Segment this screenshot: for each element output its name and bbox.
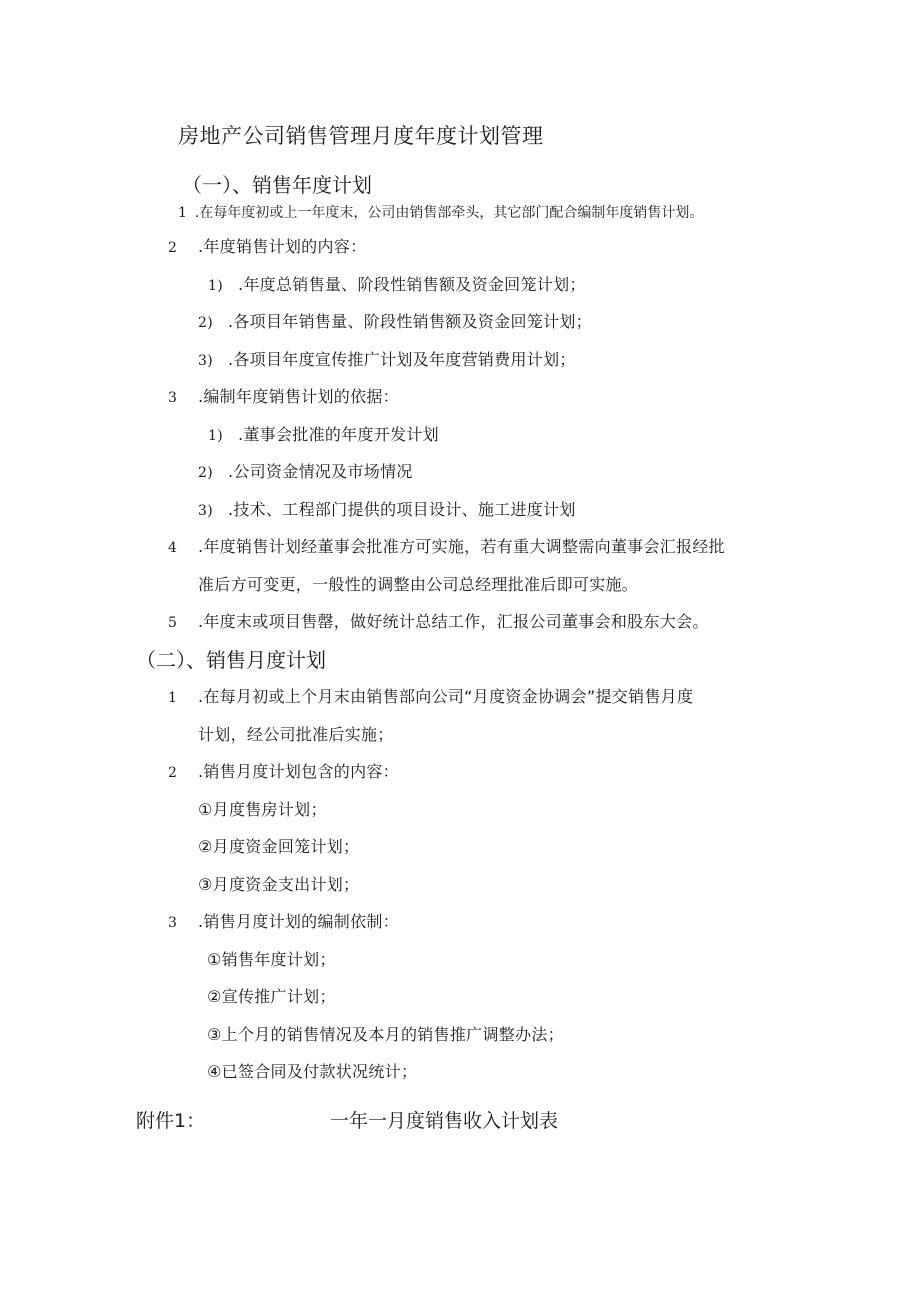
s2-item2 [168, 764, 399, 780]
s1-item3-sub3 [198, 502, 576, 518]
s1-item3-sub1-text: .董事会批准的年度开发计划 [238, 425, 439, 444]
s1-item1-num: 1 [178, 205, 187, 221]
s1-item2-sub1-num: 1) [208, 278, 223, 294]
s2-item3-sub1: ①销售年度计划； [207, 950, 336, 969]
s2-item2-sub3: ③月度资金支出计划； [198, 875, 360, 894]
s1-item3-sub1-num: 1) [208, 428, 223, 444]
s2-item2-sub1: ①月度售房计划； [198, 800, 327, 819]
s1-item2-num: 2 [168, 240, 178, 256]
s1-item4-num: 4 [168, 540, 178, 556]
s1-item3-sub2-text: .公司资金情况及市场情况 [228, 462, 413, 481]
section1-heading: （一）、销售年度计划 [182, 173, 372, 197]
s1-item4 [168, 539, 725, 555]
s1-item2-sub2 [198, 314, 592, 330]
s2-item2-num: 2 [168, 765, 178, 781]
s2-item3-text: .销售月度计划的编制依制： [198, 912, 399, 931]
s1-item5-text: .年度末或项目售罄，做好统计总结工作，汇报公司董事会和股东大会。 [198, 612, 709, 631]
s1-item5 [168, 614, 709, 630]
page-title: 房地产公司销售管理月度年度计划管理 [178, 124, 544, 148]
s2-item3-sub3: ③上个月的销售情况及本月的销售推广调整办法； [207, 1025, 564, 1044]
s1-item5-num: 5 [168, 615, 178, 631]
s1-item2-text: .年度销售计划的内容： [198, 237, 367, 256]
s2-item1-num: 1 [168, 690, 178, 706]
s1-item2-sub3-text: .各项目年度宣传推广计划及年度营销费用计划； [228, 350, 576, 369]
s1-item2-sub3 [198, 352, 576, 368]
s2-item3-num: 3 [168, 915, 178, 931]
s1-item4-text: .年度销售计划经董事会批准方可实施，若有重大调整需向董事会汇报经批 [198, 537, 725, 556]
s1-item1-text: .在每年度初或上一年度末，公司由销售部牵头，其它部门配合编制年度销售计划。 [194, 205, 704, 221]
s1-item2-sub2-text: .各项目年销售量、阶段性销售额及资金回笼计划； [228, 312, 592, 331]
s1-item3 [168, 389, 399, 405]
s2-item1-cont: 计划，经公司批准后实施； [198, 725, 394, 744]
s2-item3-sub4: ④已签合同及付款状况统计； [207, 1062, 418, 1081]
s1-item4-cont: 准后方可变更，一般性的调整由公司总经理批准后即可实施。 [198, 575, 639, 594]
s1-item2-sub2-num: 2) [198, 315, 213, 331]
s1-item3-sub3-text: .技术、工程部门提供的项目设计、施工进度计划 [228, 500, 576, 519]
s1-item2-sub1 [208, 277, 586, 293]
s1-item3-num: 3 [168, 390, 178, 406]
s1-item3-sub3-num: 3) [198, 503, 213, 519]
s1-item3-sub2-num: 2) [198, 465, 213, 481]
s2-item2-text: .销售月度计划包含的内容： [198, 762, 399, 781]
s2-item1 [168, 689, 693, 705]
s1-item2 [168, 239, 366, 255]
s2-item2-sub2: ②月度资金回笼计划； [198, 837, 360, 856]
s1-item1 [178, 206, 703, 220]
s1-item3-text: .编制年度销售计划的依据： [198, 387, 399, 406]
attachment-label: 附件1： [136, 1110, 206, 1132]
s1-item2-sub1-text: .年度总销售量、阶段性销售额及资金回笼计划； [238, 275, 586, 294]
section2-heading: （二）、销售月度计划 [136, 648, 326, 672]
s2-item3-sub2: ②宣传推广计划； [207, 987, 336, 1006]
table-title: 一年一月度销售收入计划表 [330, 1110, 559, 1132]
s1-item3-sub2 [198, 464, 413, 480]
s1-item3-sub1 [208, 427, 439, 443]
s2-item3 [168, 914, 399, 930]
s1-item2-sub3-num: 3) [198, 353, 213, 369]
s2-item1-text: .在每月初或上个月末由销售部向公司“月度资金协调会”提交销售月度 [198, 687, 694, 706]
